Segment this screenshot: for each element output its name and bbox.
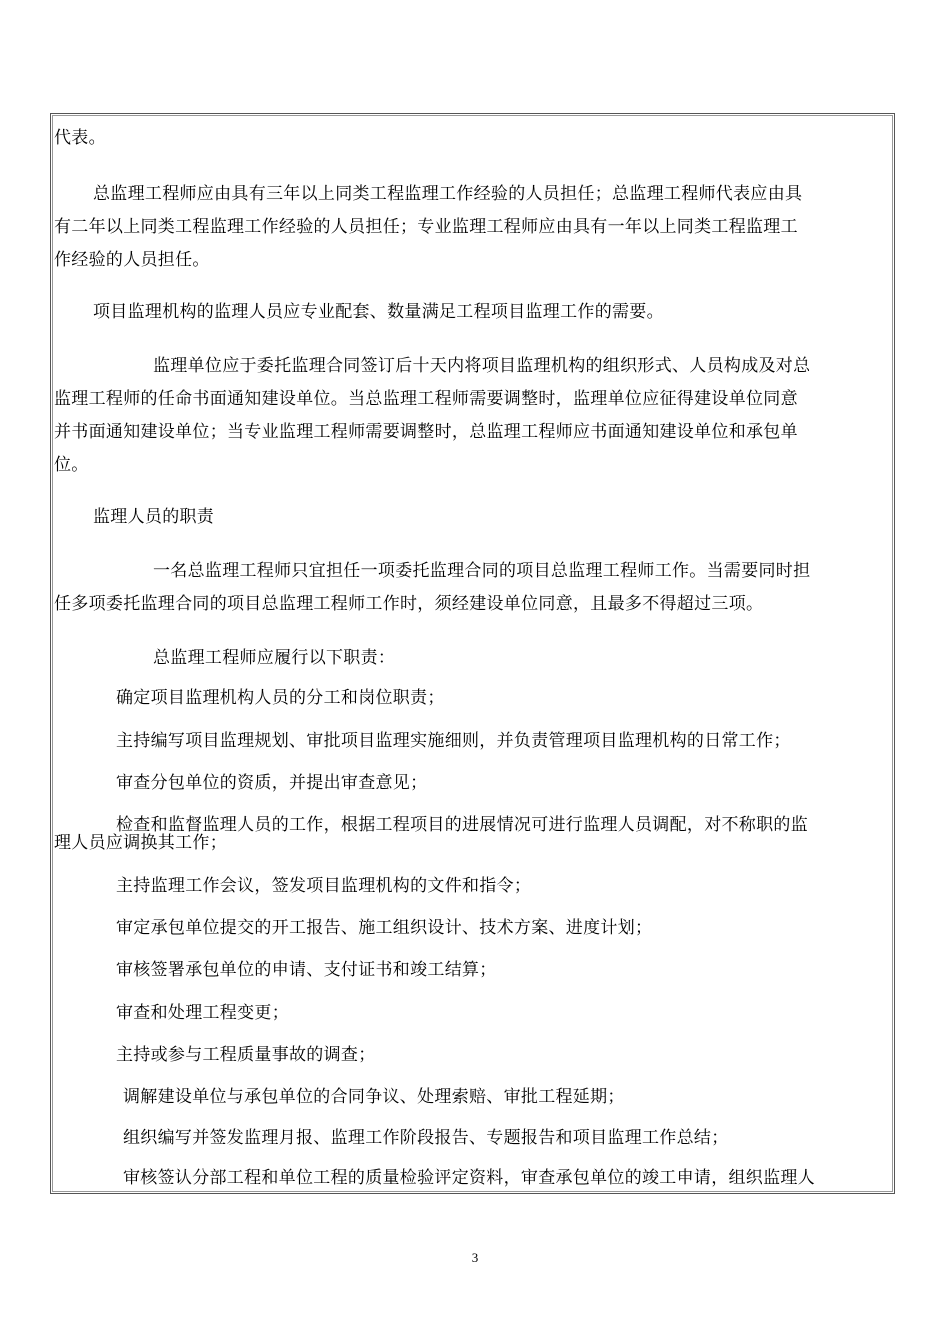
list-item: 审核签署承包单位的申请、支付证书和竣工结算；	[116, 960, 497, 980]
list-item: 主持监理工作会议，签发项目监理机构的文件和指令；	[116, 876, 532, 896]
text-line: 一名总监理工程师只宜担任一项委托监理合同的项目总监理工程师工作。当需要同时担	[153, 561, 811, 581]
list-item: 理人员应调换其工作；	[54, 833, 227, 853]
list-item: 组织编写并签发监理月报、监理工作阶段报告、专题报告和项目监理工作总结；	[123, 1128, 729, 1148]
page-number: 3	[471, 1250, 479, 1265]
list-item: 主持编写项目监理规划、审批项目监理实施细则，并负责管理项目监理机构的日常工作；	[116, 731, 791, 751]
list-item: 审定承包单位提交的开工报告、施工组织设计、技术方案、进度计划；	[116, 918, 653, 938]
section-heading: 监理人员的职责	[93, 507, 215, 527]
text-line: 任多项委托监理合同的项目总监理工程师工作时，须经建设单位同意，且最多不得超过三项。	[54, 594, 764, 614]
list-item: 调解建设单位与承包单位的合同争议、处理索赔、审批工程延期；	[123, 1087, 625, 1107]
list-item: 检查和监督监理人员的工作，根据工程项目的进展情况可进行监理人员调配，对不称职的监	[116, 815, 808, 835]
text-line: 代表。	[54, 128, 106, 148]
list-item: 审核签认分部工程和单位工程的质量检验评定资料，审查承包单位的竣工申请，组织监理人	[123, 1168, 815, 1188]
list-item: 确定项目监理机构人员的分工和岗位职责；	[116, 688, 445, 708]
text-line: 监理工程师的任命书面通知建设单位。当总监理工程师需要调整时，监理单位应征得建设单位同意	[54, 389, 798, 409]
text-line: 项目监理机构的监理人员应专业配套、数量满足工程项目监理工作的需要。	[93, 302, 664, 322]
text-line: 位。	[54, 455, 89, 475]
text-line: 作经验的人员担任。	[54, 250, 210, 270]
text-line: 监理单位应于委托监理合同签订后十天内将项目监理机构的组织形式、人员构成及对总	[153, 356, 811, 376]
list-item: 主持或参与工程质量事故的调查；	[116, 1045, 376, 1065]
document-frame	[50, 113, 895, 1194]
text-line: 总监理工程师应由具有三年以上同类工程监理工作经验的人员担任；总监理工程师代表应由具	[93, 184, 803, 204]
text-line: 总监理工程师应履行以下职责：	[153, 648, 396, 668]
text-line: 有二年以上同类工程监理工作经验的人员担任；专业监理工程师应由具有一年以上同类工程监理工	[54, 217, 798, 237]
text-line: 并书面通知建设单位；当专业监理工程师需要调整时，总监理工程师应书面通知建设单位和承包单	[54, 422, 798, 442]
list-item: 审查分包单位的资质，并提出审查意见；	[116, 773, 428, 793]
list-item: 审查和处理工程变更；	[116, 1003, 289, 1023]
